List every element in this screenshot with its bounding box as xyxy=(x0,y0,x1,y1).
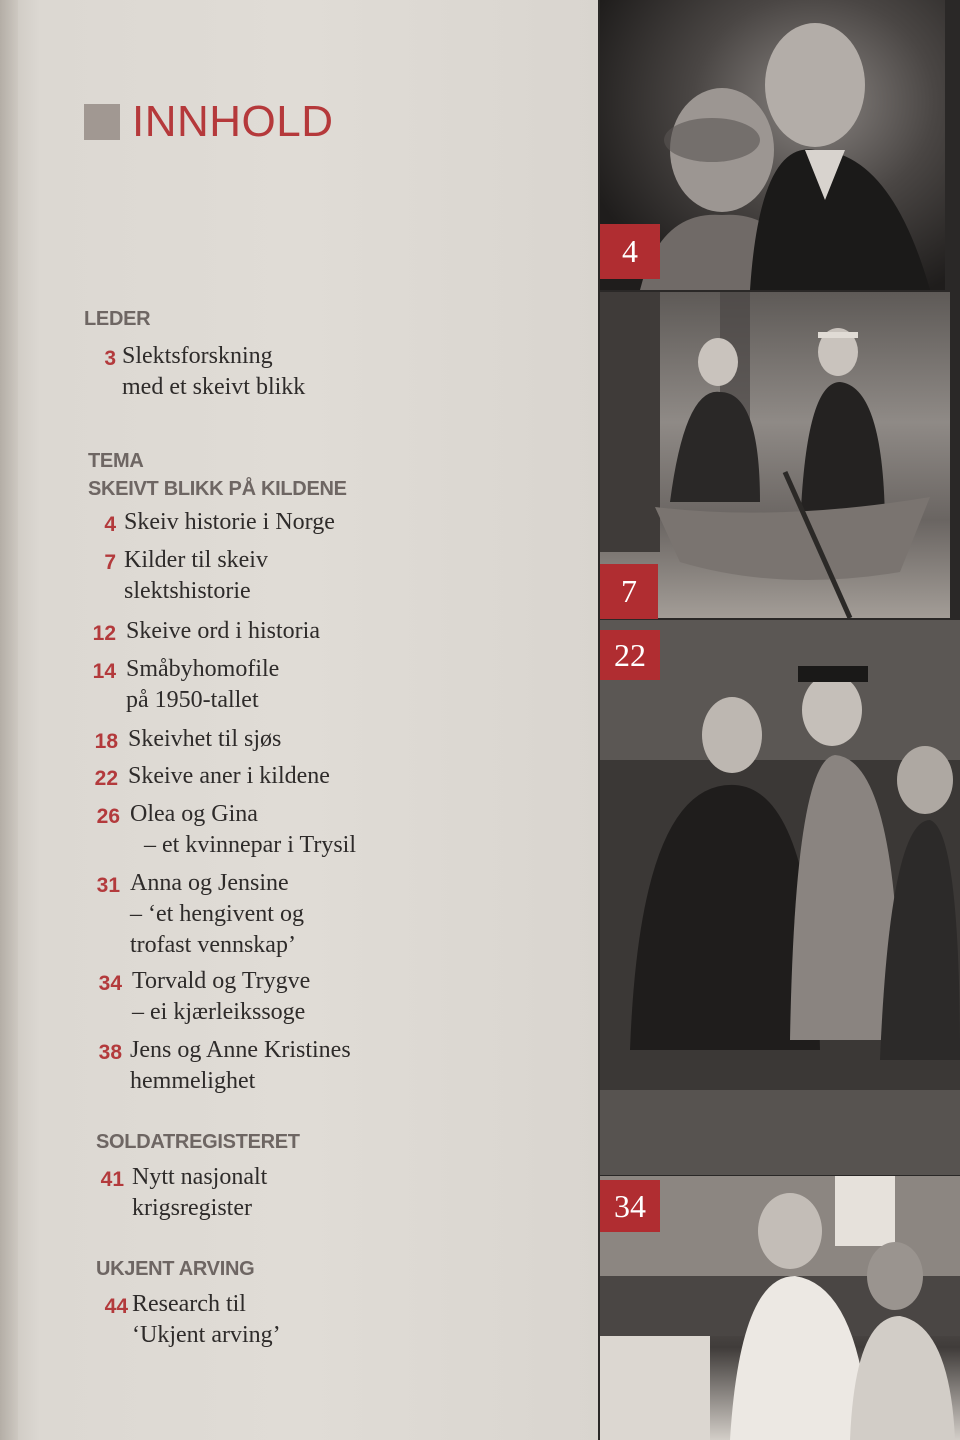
section-label-tema: TEMA SKEIVT BLIKK PÅ KILDENE xyxy=(88,450,347,500)
toc-page-number: 26 xyxy=(96,805,120,828)
toc-page-number: 7 xyxy=(104,551,116,574)
toc-page-number: 44 xyxy=(104,1295,128,1318)
toc-page-number: 4 xyxy=(104,513,116,536)
toc-entry xyxy=(90,1289,281,1351)
toc-entry xyxy=(80,616,320,649)
toc-page-number: 12 xyxy=(92,622,116,645)
toc-entry xyxy=(80,654,279,716)
toc-title: Småbyhomofile på 1950-tallet xyxy=(126,656,280,713)
toc-title: Slektsforskning med et skeivt blikk xyxy=(122,343,306,400)
toc-entry xyxy=(80,545,268,607)
contents-header xyxy=(84,97,334,146)
toc-page-number: 3 xyxy=(104,347,116,370)
toc-page-number: 38 xyxy=(98,1041,122,1064)
page-title: INNHOLD xyxy=(132,97,334,146)
toc-title: Skeive ord i historia xyxy=(126,618,320,644)
toc-title: Skeivhet til sjøs xyxy=(128,726,282,752)
section-label-soldatregisteret: SOLDATREGISTERET xyxy=(96,1131,300,1153)
page-binding-shadow xyxy=(0,0,18,1440)
toc-title: Skeiv historie i Norge xyxy=(124,509,335,535)
toc-title: Anna og Jensine – ‘et hengivent og trofast vennskap’ xyxy=(130,870,304,958)
toc-entry xyxy=(80,966,310,1028)
toc-title: Skeive aner i kildene xyxy=(128,763,330,789)
toc-page-number: 41 xyxy=(100,1168,124,1191)
toc-title: Kilder til skeiv slektshistorie xyxy=(124,547,268,604)
photo-page-badge: 34 xyxy=(600,1180,660,1232)
toc-entry xyxy=(80,1035,351,1097)
toc-page-number: 31 xyxy=(96,874,120,897)
toc-entry xyxy=(80,507,335,540)
toc-entry xyxy=(90,1162,267,1224)
photo-three-men-sitting xyxy=(600,620,960,1175)
header-square-icon xyxy=(84,104,120,140)
photo-page-badge: 4 xyxy=(600,224,660,279)
toc-entry xyxy=(80,761,330,794)
toc-title: Research til ‘Ukjent arving’ xyxy=(132,1291,281,1348)
toc-entry xyxy=(80,724,281,757)
toc-entry xyxy=(80,799,356,861)
toc-title: Jens og Anne Kristines hemmelighet xyxy=(130,1037,351,1094)
photo-3-silhouettes xyxy=(600,620,960,1175)
toc-title: Olea og Gina – et kvinnepar i Trysil xyxy=(130,801,357,858)
toc-title: Torvald og Trygve – ei kjærleikssoge xyxy=(132,968,311,1025)
toc-entry xyxy=(84,341,305,403)
section-label-leder: LEDER xyxy=(84,308,151,330)
toc-page-number: 14 xyxy=(92,660,116,683)
toc-page-number: 18 xyxy=(94,730,118,753)
toc-entry xyxy=(80,868,304,961)
photo-page-badge: 7 xyxy=(600,564,658,619)
photo-page-badge: 22 xyxy=(600,630,660,680)
toc-page-number: 34 xyxy=(98,972,122,995)
toc-page-number: 22 xyxy=(94,767,118,790)
toc-title: Nytt nasjonalt krigsregister xyxy=(132,1164,268,1221)
section-label-ukjent-arving: UKJENT ARVING xyxy=(96,1258,255,1280)
